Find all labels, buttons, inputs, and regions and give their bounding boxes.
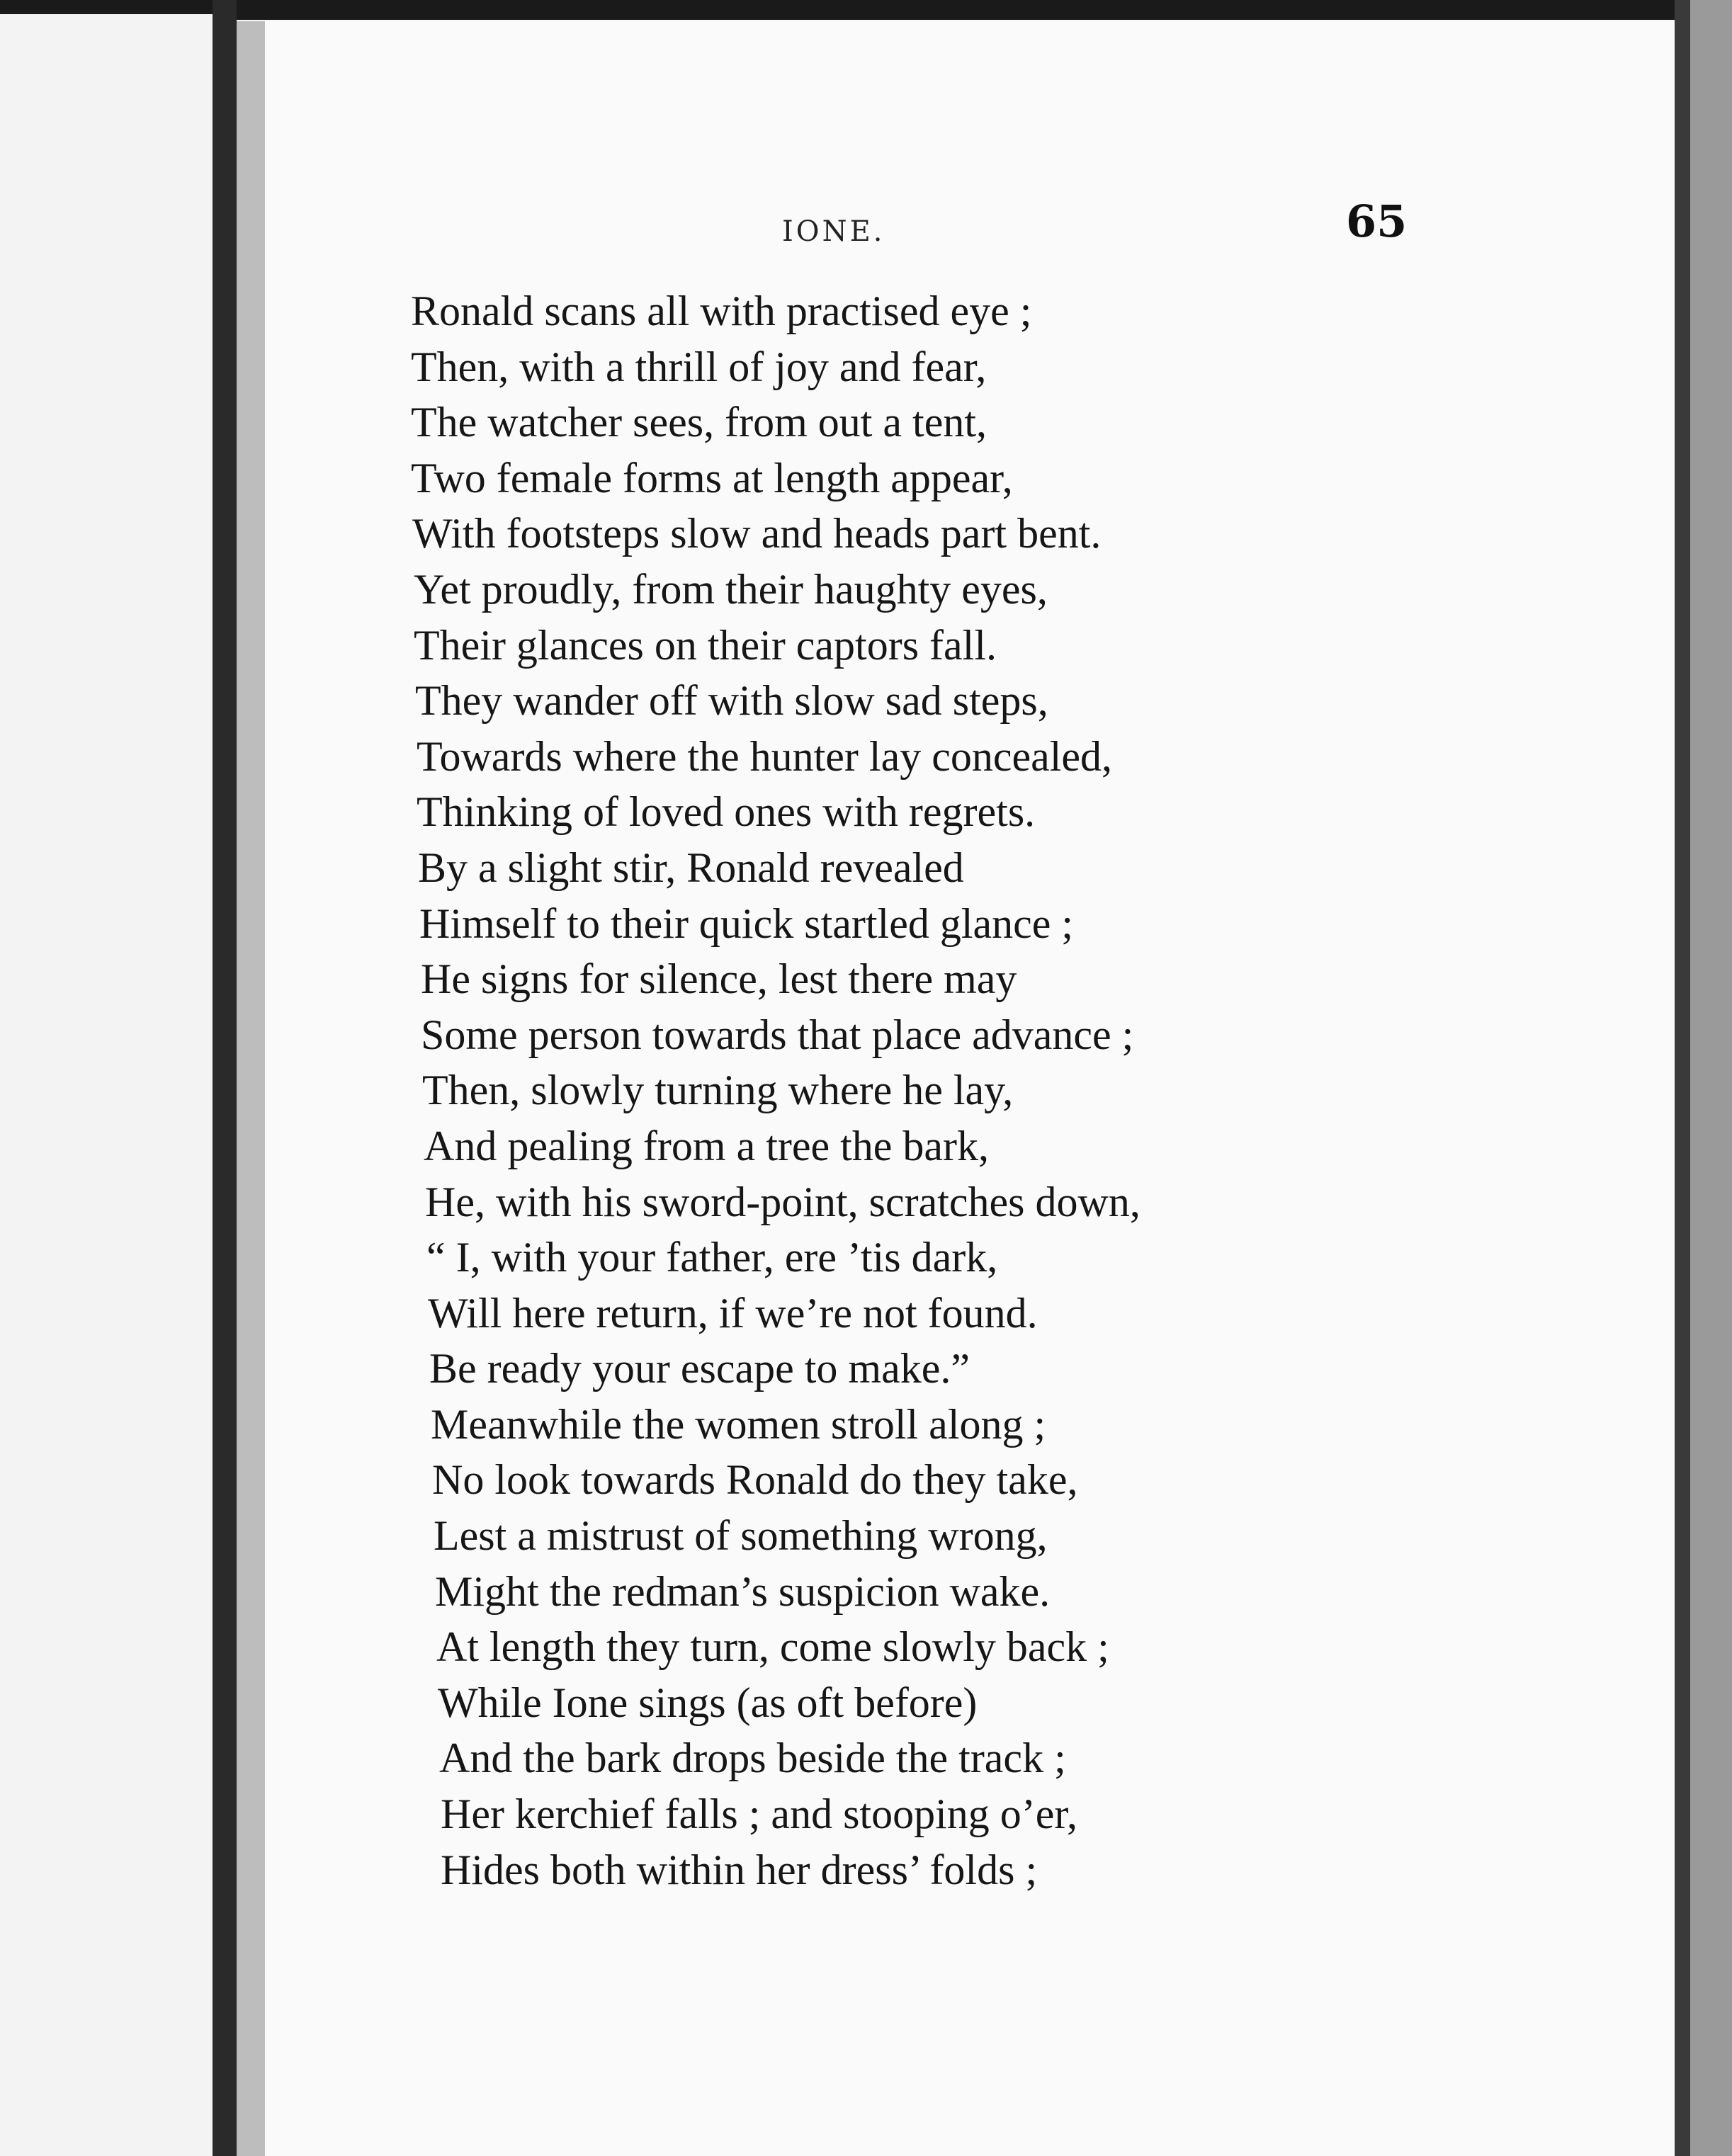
poem-line: And the bark drops beside the track ;	[439, 1735, 1066, 1782]
poem-line: While Ione sings (as oft before)	[438, 1679, 978, 1726]
poem-line: Thinking of loved ones with regrets.	[417, 788, 1036, 836]
poem-line: Himself to their quick startled glance ;	[419, 900, 1074, 947]
poem-line: Hides both within her dress’ folds ;	[441, 1846, 1038, 1893]
poem-line: Be ready your escape to make.”	[429, 1345, 970, 1392]
poem-line: Her kerchief falls ; and stooping o’er,	[441, 1791, 1077, 1838]
poem-line: Their glances on their captors fall.	[414, 621, 997, 669]
top-shadow	[0, 0, 1732, 20]
right-page-edge	[1675, 0, 1690, 2156]
poem-line: Two female forms at length appear,	[411, 454, 1013, 501]
poem-line: Might the redman’s suspicion wake.	[435, 1567, 1051, 1615]
poem-line: Then, slowly turning where he lay,	[422, 1067, 1014, 1114]
running-title: IONE.	[782, 215, 885, 248]
poem-line: Will here return, if we’re not found.	[428, 1289, 1038, 1337]
page-number: 65	[1346, 195, 1408, 247]
poem-text	[411, 283, 1332, 1897]
poem-line: Ronald scans all with practised eye ;	[411, 288, 1032, 334]
poem-line: Some person towards that place advance ;	[421, 1011, 1134, 1058]
poem-line: Towards where the hunter lay concealed,	[417, 732, 1113, 780]
poem-line: He signs for silence, lest there may	[421, 955, 1017, 1003]
poem-line: Yet proudly, from their haughty eyes,	[414, 565, 1048, 613]
poem-line: The watcher sees, from out a tent,	[411, 399, 987, 446]
poem-line: And pealing from a tree the bark,	[424, 1122, 990, 1169]
left-page	[0, 14, 220, 2156]
poem-line: “ I, with your father, ere ’tis dark,	[426, 1234, 998, 1281]
poem-line: Then, with a thrill of joy and fear,	[411, 343, 987, 390]
page-gutter	[237, 21, 265, 2156]
poem-line: Meanwhile the women stroll along ;	[431, 1400, 1046, 1448]
poem-line: At length they turn, come slowly back ;	[436, 1623, 1109, 1671]
poem-line: They wander off with slow sad steps,	[415, 677, 1048, 725]
poem-line: He, with his sword-point, scratches down,	[425, 1178, 1140, 1225]
poem-line: With footsteps slow and heads part bent.	[412, 510, 1102, 557]
poem-line: No look towards Ronald do they take,	[432, 1456, 1078, 1504]
left-page-edge	[213, 0, 237, 2156]
poem-line: By a slight stir, Ronald revealed	[418, 844, 964, 891]
poem-line: Lest a mistrust of something wrong,	[434, 1512, 1048, 1560]
scan-border	[1690, 0, 1732, 2156]
